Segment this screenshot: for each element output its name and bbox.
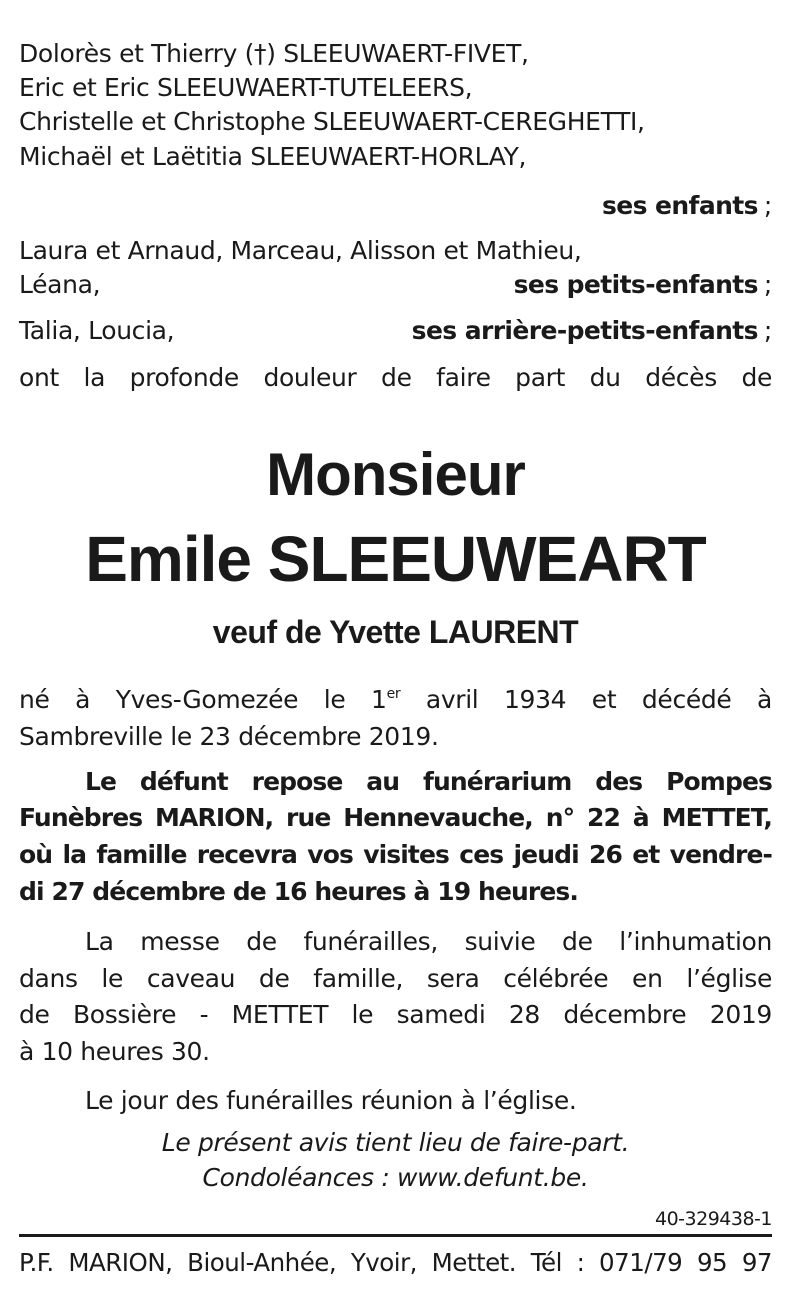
birth-death-line xyxy=(19,683,772,717)
family-child-line: Michaël et Laëtitia SLEEUWAERT-HORLAY, xyxy=(19,142,527,171)
great-grandchildren-line xyxy=(19,314,772,348)
separator: ; xyxy=(763,270,772,299)
family-child-line: Eric et Eric SLEEUWAERT-TUTELEERS, xyxy=(19,73,473,102)
birth-death-text: avril 1934 et décédé à xyxy=(400,685,772,714)
ordinal-suffix: er xyxy=(386,686,401,702)
notice-line: Le présent avis tient lieu de faire-part. xyxy=(161,1128,630,1157)
mass-line: dans le caveau de famille, sera célébrée en l’église xyxy=(19,964,772,993)
grandchildren-label-line xyxy=(19,268,772,302)
honorific: Monsieur xyxy=(266,441,525,508)
visit-line: di 27 décembre de 16 heures à 19 heures. xyxy=(19,877,578,906)
family-child-line: Christelle et Christophe SLEEUWAERT-CEREGHETTI, xyxy=(19,107,645,136)
separator: ; xyxy=(763,191,772,220)
grandchildren-label: ses petits-enfants xyxy=(513,270,758,299)
divider xyxy=(19,1234,772,1237)
meeting-line: Le jour des funérailles réunion à l’église. xyxy=(85,1086,577,1115)
deceased-name: Emile SLEEUWEART xyxy=(85,523,706,595)
birth-text: né à Yves-Gomezée le 1 xyxy=(19,685,387,714)
grandchildren-name: Léana, xyxy=(19,270,101,299)
condolences-line: Condoléances : www.defunt.be. xyxy=(202,1163,589,1192)
mass-line: de Bossière - METTET le samedi 28 décembre 2019 xyxy=(19,1000,772,1029)
mass-line: La messe de funérailles, suivie de l’inhumation xyxy=(85,927,772,956)
visit-line: Funèbres MARION, rue Hennevauche, n° 22 à METTET, xyxy=(19,803,772,832)
visit-line: Le défunt repose au funérarium des Pompes xyxy=(85,767,772,796)
great-grandchildren-label: ses arrière-petits-enfants xyxy=(411,316,758,345)
separator: ; xyxy=(763,316,772,345)
children-label: ses enfants xyxy=(601,191,758,220)
family-child-line: Dolorès et Thierry (†) SLEEUWAERT-FIVET, xyxy=(19,39,529,68)
visit-line: où la famille recevra vos visites ces jeudi 26 et vendre- xyxy=(19,840,772,869)
announcement: ont la profonde douleur de faire part du décès de xyxy=(19,363,772,392)
mass-line: à 10 heures 30. xyxy=(19,1037,210,1066)
great-grandchildren-names: Talia, Loucia, xyxy=(19,316,175,345)
grandchildren-line: Laura et Arnaud, Marceau, Alisson et Mathieu, xyxy=(19,236,582,265)
death-line: Sambreville le 23 décembre 2019. xyxy=(19,722,439,751)
reference-number: 40-329438-1 xyxy=(654,1208,772,1230)
children-label-line xyxy=(19,189,772,223)
widower-of: veuf de Yvette LAURENT xyxy=(212,614,579,650)
funeral-home-footer: P.F. MARION, Bioul-Anhée, Yvoir, Mettet. Tél : 071/79 95 97 xyxy=(19,1248,772,1277)
